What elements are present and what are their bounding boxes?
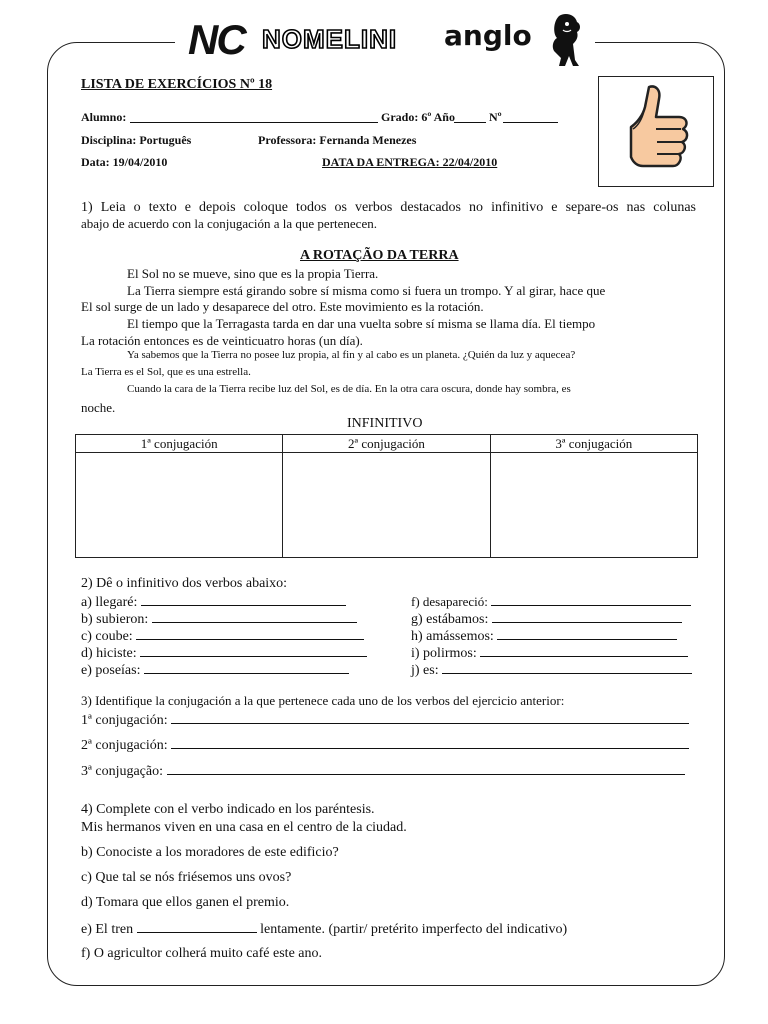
- q4-item-f: f) O agricultor colherá muito café este ano.: [81, 946, 323, 961]
- q4-item-e: e) El tren lentamente. (partir/ pretérito imperfecto del indicativo): [81, 922, 568, 937]
- answer-line[interactable]: [497, 627, 677, 640]
- thumbs-up-icon: [599, 77, 713, 186]
- col-header-3: 3ª conjugación: [490, 435, 697, 453]
- answer-line[interactable]: [171, 711, 689, 724]
- answer-line[interactable]: [144, 661, 349, 674]
- q2-item-j: j) es:: [411, 661, 692, 679]
- q2-item-g: g) estábamos:: [411, 610, 682, 628]
- q2-item-d: d) hiciste:: [81, 644, 367, 662]
- answer-line[interactable]: [491, 593, 691, 606]
- q2-item-e: e) poseías:: [81, 661, 349, 679]
- q2-item-i: i) polirmos:: [411, 644, 688, 662]
- q4-title: 4) Complete con el verbo indicado en los paréntesis.: [81, 802, 375, 817]
- thumbs-up-image-frame: [598, 76, 714, 187]
- answer-line[interactable]: [140, 644, 367, 657]
- q3-line-3: 3ª conjugação:: [81, 762, 685, 780]
- text-p2a: La Tierra siempre está girando sobre sí misma como si fuera un trompo. Y al girar, hace que: [127, 283, 606, 298]
- grado-field[interactable]: [454, 110, 486, 123]
- col-cell-1[interactable]: [76, 453, 283, 558]
- col-cell-3[interactable]: [490, 453, 697, 558]
- answer-line[interactable]: [152, 610, 357, 623]
- grado-label: Grado: 6º Año: [381, 110, 455, 124]
- text-p5a: Cuando la cara de la Tierra recibe luz del Sol, es de día. En la otra cara oscura, donde hay sombra, es: [127, 383, 571, 395]
- q4-item-b: b) Conociste a los moradores de este edificio?: [81, 845, 339, 860]
- q2-item-a: a) llegaré:: [81, 593, 346, 611]
- alumno-field[interactable]: [130, 110, 378, 123]
- list-title: LISTA DE EXERCÍCIOS Nº 18: [81, 77, 273, 92]
- text-p3b: La rotación entonces es de veinticuatro horas (un día).: [81, 333, 363, 348]
- data-entrega: DATA DA ENTREGA: 22/04/2010: [322, 155, 498, 169]
- q2-item-h: h) amássemos:: [411, 627, 677, 645]
- disciplina: Disciplina: Português: [81, 133, 192, 147]
- data: Data: 19/04/2010: [81, 155, 168, 169]
- text-p4a: Ya sabemos que la Tierra no posee luz propia, al fin y al cabo es un planeta. ¿Quién da luz y aquecea?: [127, 349, 576, 361]
- q2-item-f: f) desapareció:: [411, 593, 691, 610]
- conjugation-table: [75, 434, 698, 558]
- q4-item-a: Mis hermanos viven en una casa en el centro de la ciudad.: [81, 820, 407, 835]
- answer-line[interactable]: [141, 593, 346, 606]
- col-header-1: 1ª conjugación: [76, 435, 283, 453]
- text-p2b: El sol surge de un lado y desaparece del otro. Este movimiento es la rotación.: [81, 299, 484, 314]
- numero-field[interactable]: [503, 110, 558, 123]
- col-cell-2[interactable]: [283, 453, 490, 558]
- answer-line[interactable]: [167, 762, 685, 775]
- q1-line2: abajo de acuerdo con la conjugación a la que pertenecen.: [81, 216, 377, 231]
- logo-nc: NC: [188, 16, 245, 63]
- q3-line-1: 1ª conjugación:: [81, 711, 689, 729]
- q3-title: 3) Identifique la conjugación a la que pertenece cada uno de los verbos del ejercicio anterior:: [81, 693, 565, 708]
- text-p1: El Sol no se mueve, sino que es la propia Tierra.: [127, 266, 379, 281]
- q4-item-c: c) Que tal se nós friésemos uns ovos?: [81, 870, 292, 885]
- logo-anglo: anglo: [444, 19, 532, 52]
- text-p5b: noche.: [81, 400, 116, 415]
- q1-line1: 1) Leia o texto e depois coloque todos os verbos destacados no infinitivo e separe-os nas colunas: [81, 200, 696, 215]
- lion-icon: [545, 12, 589, 70]
- logo-nomelini: NOMELINI: [262, 24, 398, 54]
- q4-item-d: d) Tomara que ellos ganen el premio.: [81, 895, 290, 910]
- alumno-label: Alumno:: [81, 110, 127, 124]
- answer-line[interactable]: [480, 644, 688, 657]
- answer-line[interactable]: [137, 920, 257, 933]
- text-p4b: La Tierra es el Sol, que es una estrella.: [81, 366, 251, 378]
- q2-item-c: c) coube:: [81, 627, 364, 645]
- q2-title: 2) Dê o infinitivo dos verbos abaixo:: [81, 576, 288, 591]
- answer-line[interactable]: [171, 736, 689, 749]
- text-title: A ROTAÇÃO DA TERRA: [300, 248, 459, 263]
- answer-line[interactable]: [442, 661, 692, 674]
- col-header-2: 2ª conjugación: [283, 435, 490, 453]
- answer-line[interactable]: [492, 610, 682, 623]
- q3-line-2: 2ª conjugación:: [81, 736, 689, 754]
- text-p3a: El tiempo que la Terragasta tarda en dar una vuelta sobre sí misma se llama día. El tiempo: [127, 316, 596, 331]
- table-title: INFINITIVO: [347, 416, 423, 431]
- q2-item-b: b) subieron:: [81, 610, 357, 628]
- answer-line[interactable]: [136, 627, 364, 640]
- numero-label: Nº: [489, 110, 502, 124]
- professora: Professora: Fernanda Menezes: [258, 133, 417, 147]
